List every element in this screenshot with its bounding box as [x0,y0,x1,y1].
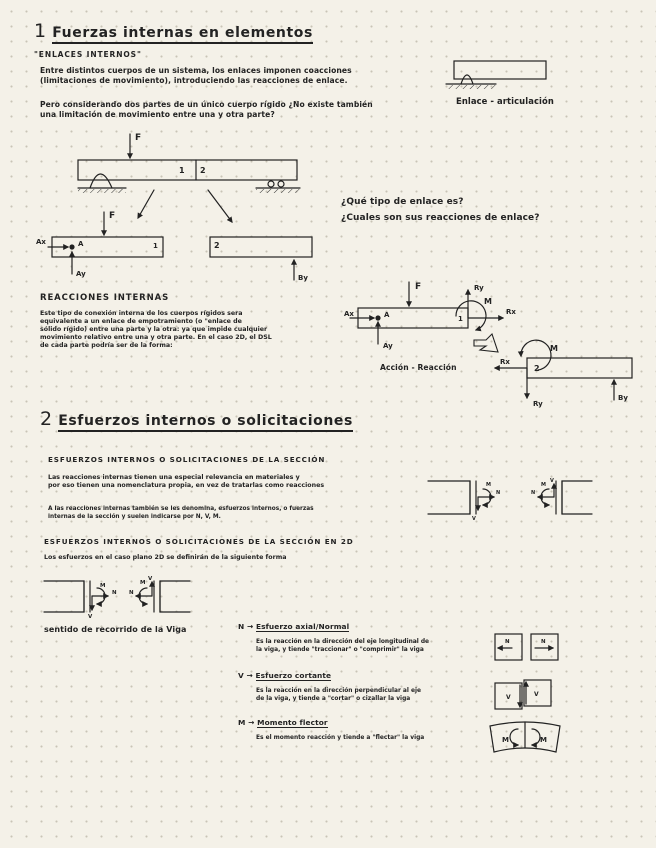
nvm-line: internas de la sección y suelen indicarse por N, V, M. [48,514,221,520]
label-ay: Ay [383,342,393,350]
question-line: una limitación de movimiento entre una y otra parte? [40,110,275,119]
flector-shape [490,722,560,752]
solicitaciones-line: por eso tienen una nomenclatura propia, en vez de tratarlas como reacciones [48,482,325,489]
label-force: F [109,211,116,221]
articulation-sketch [446,61,546,89]
label-rx: Rx [506,308,516,316]
label-point-a: A [78,240,84,248]
cortante-boxes [495,680,551,709]
reacciones-line: movimiento relativo entre una y otra parte. En el caso 2D, el DSL [40,334,272,341]
label-normal: N [531,490,536,496]
plano-2d-text: Los esfuerzos en el caso plano 2D se definirán de la siguiente forma [44,554,287,561]
label-ay: Ay [76,270,86,278]
axial-boxes [495,634,558,660]
cortante-title: Esfuerzo cortante [255,671,332,680]
label-point-a: A [384,311,390,319]
label-normal: N [541,639,546,645]
label-by: By [298,274,308,282]
label-part-1: 1 [179,166,185,175]
cortante-desc: de la viga, y tiende a "cortar" o cizallar la viga [256,696,411,702]
axial-desc: Es la reacción en la dirección del eje longitudinal de [256,639,430,645]
axial-key: N [238,622,245,631]
section-2-title: Esfuerzos internos o solicitaciones [58,413,353,432]
label-normal: N [112,590,117,596]
solicitaciones-subheading: ESFUERZOS INTERNOS O SOLICITACIONES DE LA SECCIÓN [48,455,326,464]
accion-reaccion-label: Acción - Reacción [380,363,457,372]
section-2-number: 2 [40,408,53,430]
solicitaciones-line: Las reacciones internas tienen una especial relevancia en materiales y [48,474,300,481]
flector-title: Momento flector [257,718,328,727]
label-moment: M [486,482,491,488]
cortante-key: V [238,671,244,680]
reacciones-internas-title: REACCIONES INTERNAS [40,293,170,303]
section-1-title: Fuerzas internas en elementos [52,25,313,44]
label-moment: M [550,344,558,353]
label-moment: M [502,736,509,744]
flector-key: M [238,718,246,727]
sentido-recorrido-label: sentido de recorrido de la Viga [44,625,187,634]
question-reactions: ¿Cuales son sus reacciones de enlace? [341,213,540,223]
enlaces-internos-subheading: "ENLACES INTERNOS" [34,50,142,59]
label-shear: V [472,516,476,522]
part-2-beam [210,237,312,280]
label-force: F [415,282,422,292]
label-part-2: 2 [534,364,540,373]
split-arrow-right [208,190,232,222]
label-part-1: 1 [458,315,463,323]
label-shear: V [506,694,511,701]
reacciones-line: sólido rígido) entre una parte y la otra: ya que impide cualquier [40,326,268,333]
main-beam [78,134,300,193]
section-cut-sketch [428,481,592,514]
solicitaciones-2d-subheading: ESFUERZOS INTERNOS O SOLICITACIONES DE LA SECCIÓN EN 2D [44,537,354,546]
label-part-2: 2 [214,241,220,250]
label-moment: M [100,583,106,589]
question-type: ¿Qué tipo de enlace es? [341,197,464,207]
label-normal: N [496,490,501,496]
label-shear: V [534,691,539,698]
reacciones-line: equivalente a un enlace de empotramiento (o "enlace de [40,318,242,325]
accion-reaccion-arrow [474,334,498,352]
intro-line: Entre distintos cuerpos de un sistema, los enlaces imponen coacciones [40,66,352,75]
label-rx: Rx [500,358,510,366]
intro-line: (limitaciones de movimiento), introduciendo las reacciones de enlace. [40,76,348,85]
arrow-glyph: → [246,671,253,680]
label-shear: V [550,478,554,484]
part-1-beam [48,212,163,274]
flector-desc: Es el momento reacción y tiende a "flectar" la viga [256,735,425,741]
dsl-part-2 [495,340,632,400]
sentido-sketch [44,581,190,612]
axial-title: Esfuerzo axial/Normal [255,622,350,631]
arrow-glyph: → [246,622,254,631]
cortante-desc: Es la reacción en la dirección perpendicular al eje [256,688,421,694]
reacciones-line: de cada parte podría ser de la forma: [40,342,173,349]
label-moment: M [541,482,546,488]
label-moment: M [484,297,492,306]
label-normal: N [505,639,510,645]
arrow-glyph: → [248,718,255,727]
label-normal: N [129,590,134,596]
label-force: F [135,133,142,143]
label-shear: V [88,614,93,620]
label-ax: Ax [36,238,46,246]
section-1-number: 1 [34,20,47,42]
label-part-1: 1 [153,242,158,250]
articulation-caption: Enlace - articulación [456,96,554,106]
question-line: Pero considerando dos partes de un único cuerpo rígido ¿No existe también [40,100,373,109]
nvm-line: A las reacciones internas también se les denomina, esfuerzos internos, o fuerzas [48,506,314,512]
label-shear: V [148,576,153,582]
label-ry: Ry [533,400,543,408]
label-by: By [618,394,628,402]
axial-desc: la viga, y tiende "traccionar" o "comprimir" la viga [256,647,424,653]
label-ry: Ry [474,284,484,292]
reacciones-line: Este tipo de conexión interna de los cuerpos rígidos sera [40,310,243,317]
label-part-2: 2 [200,166,206,175]
label-moment: M [140,580,146,586]
label-moment: M [540,736,547,744]
label-ax: Ax [344,310,354,318]
split-arrow-left [138,190,154,218]
